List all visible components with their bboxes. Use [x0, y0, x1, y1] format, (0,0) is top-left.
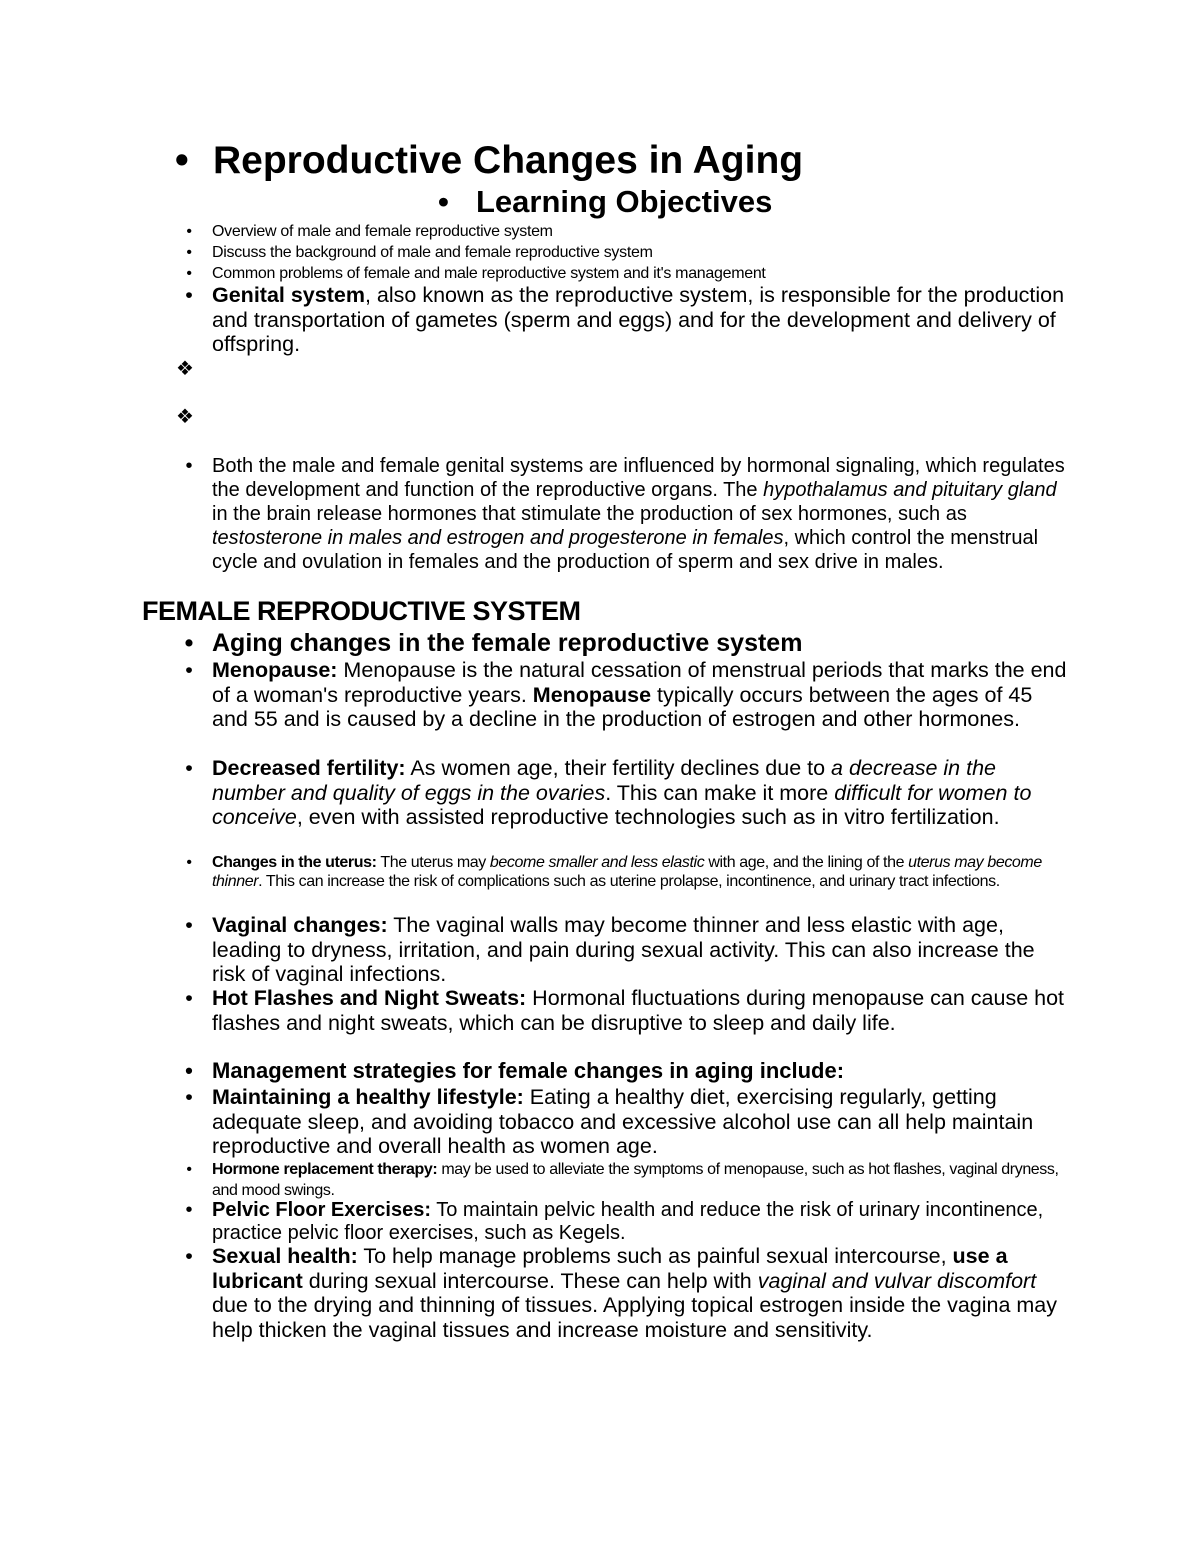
subtitle-text: Learning Objectives — [476, 184, 773, 219]
hrt-item — [186, 1159, 1072, 1201]
uterus-italic: become smaller and less elastic — [489, 854, 705, 871]
objective-item — [186, 222, 1072, 241]
uterus-text: with age, and the lining of the — [704, 854, 909, 871]
bullet: • — [185, 455, 193, 477]
uterus-item — [186, 853, 1072, 891]
bullet: • — [186, 223, 192, 240]
pelvic-bold: Pelvic Floor Exercises: — [212, 1199, 432, 1221]
sexual-health-item — [185, 1244, 1072, 1342]
sexual-italic: vaginal and vulvar discomfort — [757, 1268, 1037, 1293]
hormonal-paragraph — [185, 454, 1072, 574]
fertility-text: As women age, their fertility declines due to — [405, 756, 832, 780]
objective-item — [186, 243, 1072, 262]
genital-system-paragraph — [185, 283, 1072, 357]
objective-text: Overview of male and female reproductive system — [212, 223, 553, 240]
fertility-bold: Decreased fertility: — [212, 756, 406, 780]
lifestyle-text: Eating a healthy diet, exercising regularly, getting adequate sleep, and avoiding tobacco and excessive alcohol use can all help maintain reproductive and overall health as women age. — [212, 1085, 1034, 1158]
fertility-text: , even with assisted reproductive technologies such as in vitro fertilization. — [296, 805, 1000, 829]
objective-text: Common problems of female and male reproductive system and it's management — [212, 265, 766, 282]
bullet: • — [185, 658, 193, 682]
bullet: • — [185, 756, 193, 780]
objective-item — [186, 264, 1072, 283]
fertility-text: . This can make it more — [605, 780, 835, 805]
genital-text: , also known as the reproductive system, is responsible for the production and transportation of gametes (sperm and eggs) and for the development and delivery of offspring. — [212, 283, 1065, 356]
page-subtitle — [438, 183, 772, 221]
lifestyle-bold: Maintaining a healthy lifestyle: — [212, 1085, 524, 1109]
vaginal-bold: Vaginal changes: — [212, 913, 388, 937]
hormonal-text: in the brain release hormones that stimulate the production of sex hormones, such as — [212, 503, 967, 525]
hormonal-text: Both the male and female genital systems are influenced by hormonal signaling, which regulates the development and function of the reproductive organs. The — [212, 455, 1065, 501]
uterus-text: The uterus may — [376, 854, 490, 871]
hot-flashes-bold: Hot Flashes and Night Sweats: — [212, 986, 527, 1010]
bullet: • — [185, 986, 193, 1010]
management-heading — [185, 1058, 1072, 1084]
diamond-bullet-icon: ❖ — [176, 406, 194, 428]
fertility-italic: difficult for women to conceive — [212, 780, 1032, 829]
bullet: • — [186, 854, 192, 871]
page-title — [175, 138, 803, 184]
bullet: • — [185, 283, 193, 307]
sexual-text: during sexual intercourse. These can help with — [302, 1268, 758, 1293]
bullet: • — [185, 1058, 193, 1083]
hrt-text: may be used to alleviate the symptoms of menopause, such as hot flashes, vaginal dryness, and mood swings. — [212, 1161, 1059, 1199]
sexual-bold: Sexual health: — [212, 1244, 358, 1268]
hot-flashes-item — [185, 986, 1072, 1035]
aging-heading-text: Aging changes in the female reproductive system — [212, 629, 803, 657]
bullet: • — [184, 629, 194, 657]
menopause-text: Menopause is the natural cessation of menstrual periods that marks the end of a woman's reproductive years. — [212, 658, 1067, 707]
management-heading-text: Management strategies for female changes in aging include: — [212, 1058, 845, 1083]
bullet: • — [186, 1161, 192, 1178]
bullet: • — [175, 139, 189, 182]
menopause-item — [185, 658, 1072, 732]
lifestyle-item — [185, 1085, 1072, 1159]
aging-heading — [184, 629, 1072, 657]
bullet: • — [185, 1199, 193, 1221]
menopause-bold: Menopause: — [212, 658, 338, 682]
bullet: • — [185, 1244, 193, 1268]
menopause-bold: Menopause — [532, 682, 652, 707]
fertility-item — [185, 756, 1072, 830]
uterus-italic: uterus may become thinner — [212, 854, 1042, 890]
uterus-bold: Changes in the uterus: — [212, 854, 377, 871]
sexual-bold: use a lubricant — [212, 1244, 1008, 1293]
bullet: • — [186, 265, 192, 282]
sexual-text: due to the drying and thinning of tissues. Applying topical estrogen inside the vagina may help thicken the vaginal tissues and increase moisture and sensitivity. — [212, 1293, 1058, 1342]
uterus-text: . This can increase the risk of complications such as uterine prolapse, incontinence, and urinary tract infections. — [258, 873, 1000, 890]
menopause-text: typically occurs between the ages of 45 and 55 and is caused by a decline in the production of estrogen and other hormones. — [212, 682, 1033, 731]
genital-bold: Genital system — [212, 283, 365, 307]
bullet: • — [185, 913, 193, 937]
hrt-bold: Hormone replacement therapy: — [212, 1161, 438, 1178]
bullet: • — [438, 184, 449, 219]
hot-flashes-text: Hormonal fluctuations during menopause can cause hot flashes and night sweats, which can be disruptive to sleep and daily life. — [212, 986, 1065, 1035]
section-heading: FEMALE REPRODUCTIVE SYSTEM — [142, 596, 581, 626]
fertility-italic: a decrease in the number and quality of eggs in the ovaries — [212, 756, 996, 805]
vaginal-item — [185, 913, 1072, 987]
hormonal-italic: hypothalamus and pituitary gland — [763, 479, 1057, 501]
objective-text: Discuss the background of male and female reproductive system — [212, 244, 653, 261]
bullet: • — [185, 1085, 193, 1109]
pelvic-item — [185, 1199, 1072, 1245]
diamond-bullet-icon: ❖ — [176, 358, 194, 380]
hormonal-text: , which control the menstrual cycle and ovulation in females and the production of sperm and sex drive in males. — [212, 527, 1039, 573]
hormonal-italic: testosterone in males and estrogen and progesterone in females — [212, 527, 784, 549]
pelvic-text: To maintain pelvic health and reduce the risk of urinary incontinence, practice pelvic floor exercises, such as Kegels. — [212, 1199, 1044, 1244]
title-text: Reproductive Changes in Aging — [213, 139, 804, 182]
bullet: • — [186, 244, 192, 261]
vaginal-text: The vaginal walls may become thinner and less elastic with age, leading to dryness, irritation, and pain during sexual activity. This can also increase the risk of vaginal infections. — [212, 913, 1035, 986]
sexual-text: To help manage problems such as painful sexual intercourse, — [357, 1244, 953, 1268]
